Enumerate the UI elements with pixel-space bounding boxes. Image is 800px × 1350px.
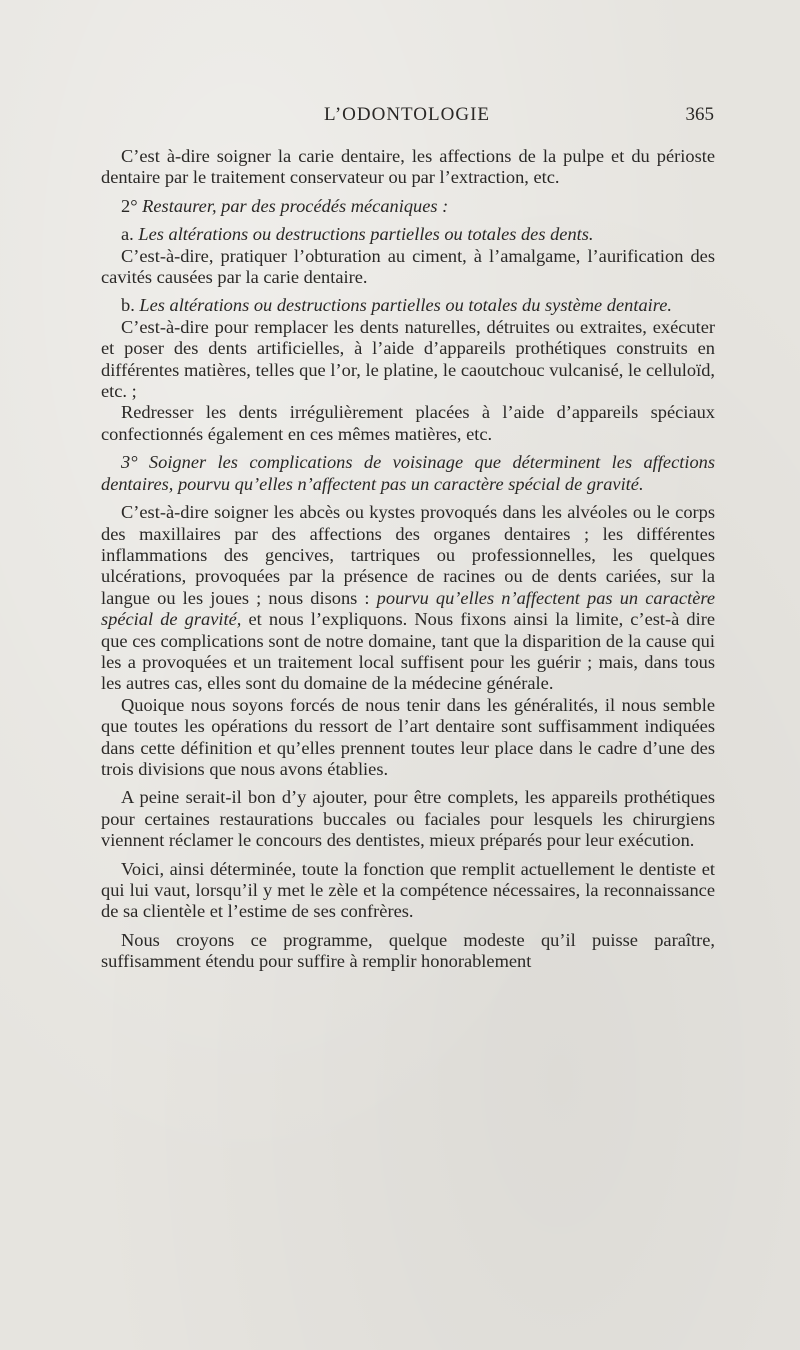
paragraph: A peine serait-il bon d’y ajouter, pour être complets, les appareils prothétiques pour certaines restaurations buccales ou faciales pour lesquels les chirurgiens viennent réclamer le concours des dentistes, mieux préparés pour leur exécution. [101, 787, 715, 851]
emphasis: pourvu qu’elles n’affectent pas un caractère spécial de gravité, [101, 587, 715, 630]
paragraph-text: et nous l’expliquons. Nous fixons ainsi la limite, c’est-à dire que ces complications sont de notre domaine, tant que la disparition de la cause qui les a provoquées et un traitement local suffisent pour les guérir ; mais, dans tous les autres cas, elles sont du domaine de la médecine générale. [101, 609, 715, 694]
running-title: L’ODONTOLOGIE [323, 104, 491, 125]
paragraph-text: C’est-à-dire soigner les abcès ou kystes provoqués dans les alvéoles ou le corps des maxillaires par des affections des organes dentaires ; les différentes inflammations des gencives, tartriques ou professionnelles, les quelques ulcérations, provoquées par la présence de racines ou de dents cariées, sur la langue ou les joues ; nous disons : [101, 502, 715, 608]
section-number: 2° [121, 195, 143, 216]
section-heading [101, 196, 715, 217]
section-title: Restaurer, par des procédés mécaniques : [142, 195, 449, 216]
page-number: 365 [685, 104, 714, 125]
paragraph: Nous croyons ce programme, quelque modeste qu’il puisse paraître, suffisamment étendu pour suffire à remplir honorablement [101, 929, 715, 972]
subsection-letter: b. [121, 295, 140, 316]
paragraph: C’est à-dire soigner la carie dentaire, les affections de la pulpe et du périoste dentaire par le traitement conservateur ou par l’extraction, etc. [101, 146, 715, 188]
paragraph: Quoique nous soyons forcés de nous tenir dans les généralités, il nous semble que toutes les opérations du ressort de l’art dentaire sont suffisamment indiquées dans cette définition et qu’elles prennent toutes leur place dans le cadre d’une des trois divisions que nous avons établies. [101, 694, 715, 779]
subsection-letter: a. [121, 224, 139, 245]
body-text [101, 146, 715, 973]
subsection-heading [101, 295, 715, 316]
paragraph [101, 502, 715, 695]
section-heading: 3° Soigner les complications de voisinage que déterminent les affections dentaires, pourvu qu’elles n’affectent pas un caractère spécial de gravité. [101, 452, 715, 494]
subsection-title: Les altérations ou destructions partielles ou totales du système dentaire. [139, 295, 672, 316]
page-header [100, 104, 714, 132]
paragraph: Voici, ainsi déterminée, toute la fonction que remplit actuellement le dentiste et qui lui vaut, lorsqu’il y met le zèle et la compétence nécessaires, la reconnaissance de sa clientèle et l’estime de ses confrères. [101, 858, 715, 922]
subsection-title: Les altérations ou destructions partielles ou totales des dents. [138, 224, 594, 245]
paragraph: C’est-à-dire pour remplacer les dents naturelles, détruites ou extraites, exécuter et poser des dents artificielles, à l’aide d’appareils prothétiques construits en différentes matières, telles que l’or, le platine, le caoutchouc vulcanisé, le celluloïd, etc. ; [101, 316, 715, 402]
paragraph: C’est-à-dire, pratiquer l’obturation au ciment, à l’amalgame, l’aurification des cavités causées par la carie dentaire. [101, 245, 715, 288]
subsection-heading [101, 224, 715, 245]
paragraph: Redresser les dents irrégulièrement placées à l’aide d’appareils spéciaux confectionnés également en ces mêmes matières, etc. [101, 402, 715, 444]
